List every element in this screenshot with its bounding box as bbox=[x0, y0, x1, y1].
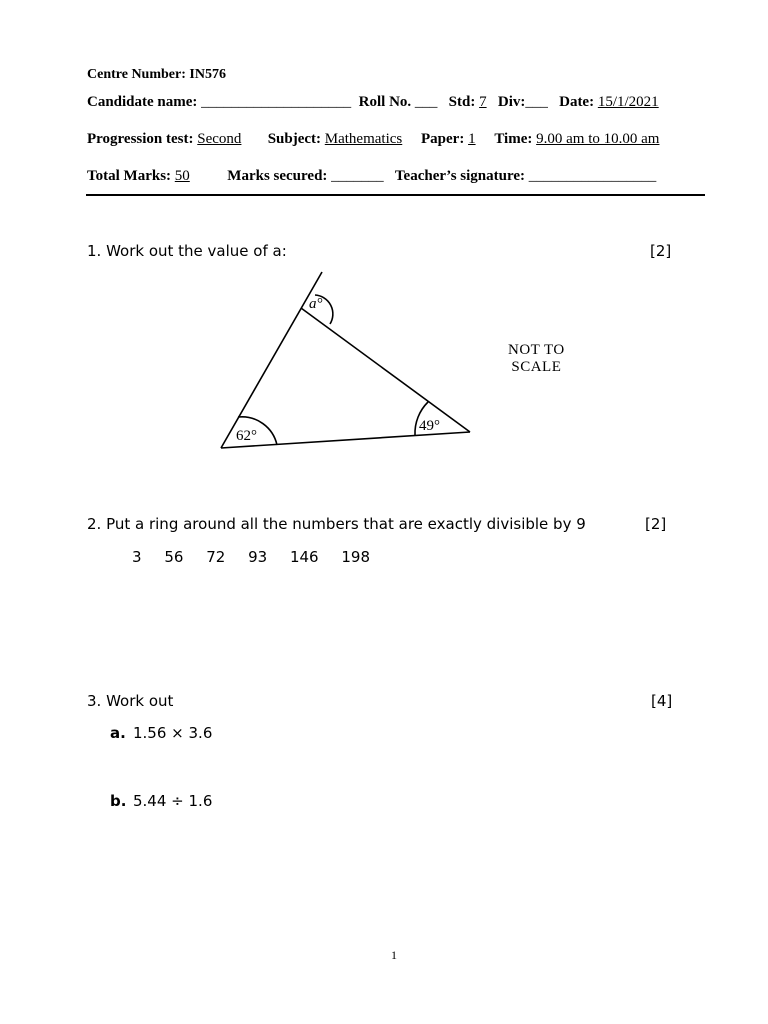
roll-no-label: Roll No. bbox=[358, 94, 412, 110]
marks-secured-label: Marks secured: bbox=[227, 168, 328, 184]
paper-value: 1 bbox=[468, 131, 476, 147]
not-to-scale-line-2: SCALE bbox=[511, 359, 562, 375]
triangle-diagram bbox=[200, 260, 500, 460]
number-item[interactable]: 72 bbox=[206, 548, 226, 566]
number-item[interactable]: 93 bbox=[248, 548, 268, 566]
question-2-marks: [2] bbox=[645, 515, 667, 533]
number-list bbox=[132, 548, 388, 566]
header-row-progression bbox=[87, 131, 659, 148]
date-label: Date: bbox=[559, 94, 595, 110]
header-row-marks bbox=[87, 168, 656, 185]
angle-label-right: 49° bbox=[419, 418, 440, 434]
total-marks-label: Total Marks: bbox=[87, 168, 172, 184]
question-3b-label: b. bbox=[110, 792, 127, 810]
question-1-marks: [2] bbox=[650, 242, 672, 260]
question-3b bbox=[110, 792, 212, 810]
subject-label: Subject: bbox=[267, 131, 322, 147]
teacher-signature-field[interactable]: _________________ bbox=[528, 168, 657, 184]
not-to-scale-line-1: NOT TO bbox=[508, 342, 565, 358]
question-3-text: 3. Work out bbox=[87, 692, 174, 710]
question-3a-label: a. bbox=[110, 724, 126, 742]
header-divider bbox=[86, 194, 705, 196]
std-label: Std: bbox=[448, 94, 476, 110]
triangle-right-side bbox=[301, 308, 470, 432]
question-3-marks: [4] bbox=[651, 692, 673, 710]
triangle-left-side bbox=[221, 272, 322, 448]
number-item[interactable]: 146 bbox=[289, 548, 319, 566]
angle-label-top: a° bbox=[309, 296, 323, 312]
number-item[interactable]: 3 bbox=[132, 548, 142, 566]
question-3b-expression: 5.44 ÷ 1.6 bbox=[133, 792, 213, 810]
candidate-name-field[interactable]: ____________________ bbox=[201, 94, 352, 110]
teacher-signature-label: Teacher’s signature: bbox=[394, 168, 526, 184]
question-1-text: 1. Work out the value of a: bbox=[87, 242, 287, 260]
subject-value: Mathematics bbox=[324, 131, 403, 147]
std-value: 7 bbox=[479, 94, 487, 110]
roll-no-field[interactable]: ___ bbox=[414, 94, 438, 110]
progression-value: Second bbox=[197, 131, 242, 147]
centre-number: Centre Number: IN576 bbox=[87, 67, 226, 82]
angle-label-left: 62° bbox=[236, 428, 257, 444]
number-item[interactable]: 198 bbox=[341, 548, 371, 566]
time-label: Time: bbox=[494, 131, 533, 147]
marks-secured-field[interactable]: _______ bbox=[331, 168, 384, 184]
div-label: Div: bbox=[497, 94, 526, 110]
not-to-scale-note bbox=[508, 342, 565, 376]
candidate-name-label: Candidate name: bbox=[87, 94, 198, 110]
header-row-candidate bbox=[87, 94, 659, 111]
question-3a-expression: 1.56 × 3.6 bbox=[133, 724, 213, 742]
div-field[interactable]: ___ bbox=[525, 94, 548, 110]
number-item[interactable]: 56 bbox=[164, 548, 184, 566]
total-marks-value: 50 bbox=[174, 168, 190, 184]
date-value: 15/1/2021 bbox=[597, 94, 659, 110]
time-value: 9.00 am to 10.00 am bbox=[536, 131, 660, 147]
progression-label: Progression test: bbox=[87, 131, 194, 147]
question-3a bbox=[110, 724, 212, 742]
paper-label: Paper: bbox=[421, 131, 465, 147]
page-number: 1 bbox=[391, 948, 397, 962]
question-2-text: 2. Put a ring around all the numbers that are exactly divisible by 9 bbox=[87, 515, 586, 533]
triangle-base bbox=[221, 432, 470, 448]
